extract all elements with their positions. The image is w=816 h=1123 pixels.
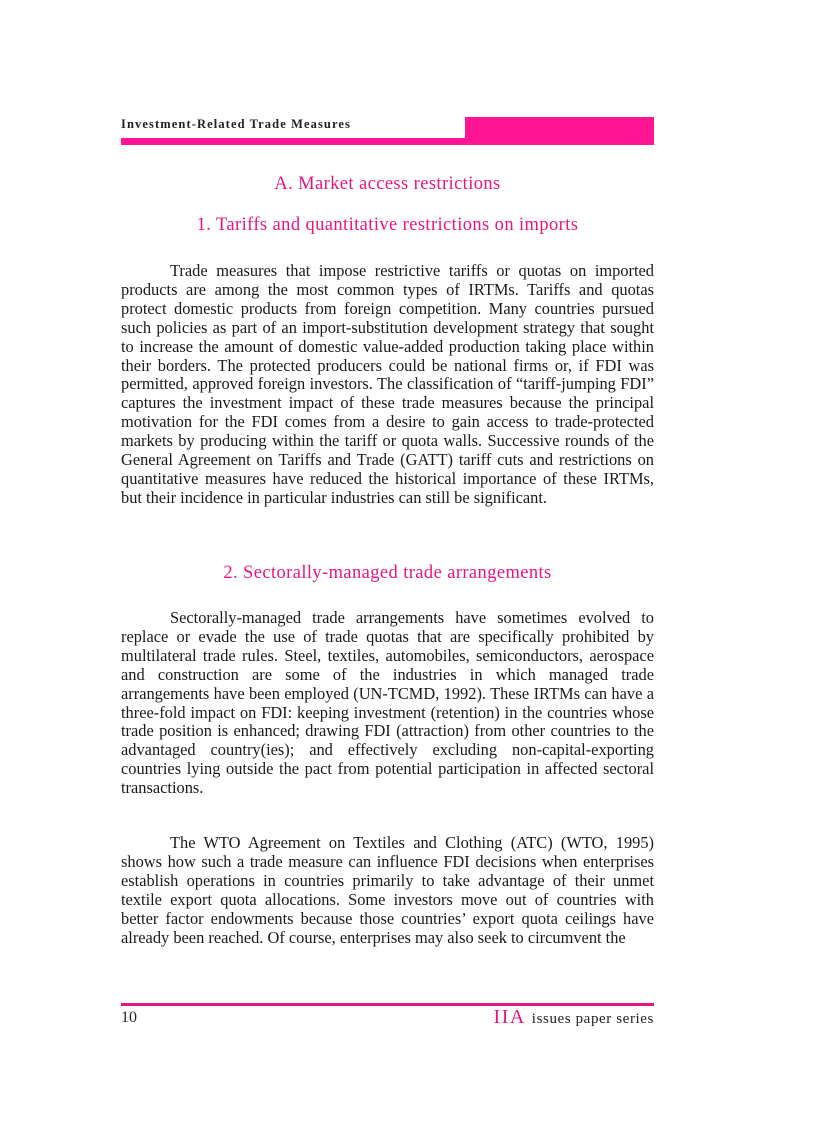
page-number: 10 <box>121 1009 137 1026</box>
paragraph-tariffs: Trade measures that impose restrictive tariffs or quotas on imported products are among the most common types of IRTMs. Tariffs and quotas protect domestic products from foreign competition. Many countries pursued such policies as part of an import-substitution development strategy that sought to increase the amount of domestic value-added production taking place within their borders. The protected producers could be national firms or, if FDI was permitted, approved foreign investors. The classification of “tariff-jumping FDI” captures the investment impact of these trade measures because the principal motivation for the FDI comes from a desire to gain access to trade-protected markets by producing within the tariff or quota walls. Successive rounds of the General Agreement on Tariffs and Trade (GATT) tariff cuts and restrictions on quantitative measures have reduced the historical importance of these IRTMs, but their incidence in particular industries can still be significant. <box>121 261 654 507</box>
header-rule <box>121 138 654 145</box>
subsection-heading-2: 2. Sectorally-managed trade arrangements <box>223 563 552 583</box>
paragraph-wto-atc: The WTO Agreement on Textiles and Clothing (ATC) (WTO, 1995) shows how such a trade measure can influence FDI decisions when enterprises establish operations in countries primarily to take advantage of their unmet textile export quota allocations. Some investors move out of countries with better factor endowments because those countries’ export quota ceilings have already been reached. Of course, enterprises may also seek to circumvent the <box>121 833 654 947</box>
series-acronym: IIA <box>493 1006 526 1028</box>
series-label <box>494 1006 654 1029</box>
series-name: issues paper series <box>531 1011 654 1027</box>
section-heading: A. Market access restrictions <box>274 174 501 194</box>
header-accent-block <box>465 117 654 138</box>
running-header-title: Investment-Related Trade Measures <box>121 117 352 131</box>
subsection-heading-1: 1. Tariffs and quantitative restrictions on imports <box>196 215 579 235</box>
paragraph-sectoral-arrangements: Sectorally-managed trade arrangements have sometimes evolved to replace or evade the use of trade quotas that are specifically prohibited by multilateral trade rules. Steel, textiles, automobiles, semiconductors, aerospace and construction are some of the industries in which managed trade arrangements have been employed (UN-TCMD, 1992). These IRTMs can have a three-fold impact on FDI: keeping investment (retention) in the countries whose trade position is enhanced; drawing FDI (attraction) from other countries to the advantaged country(ies); and effectively excluding non-capital-exporting countries lying outside the pact from potential participation in affected sectoral transactions. <box>121 608 654 798</box>
